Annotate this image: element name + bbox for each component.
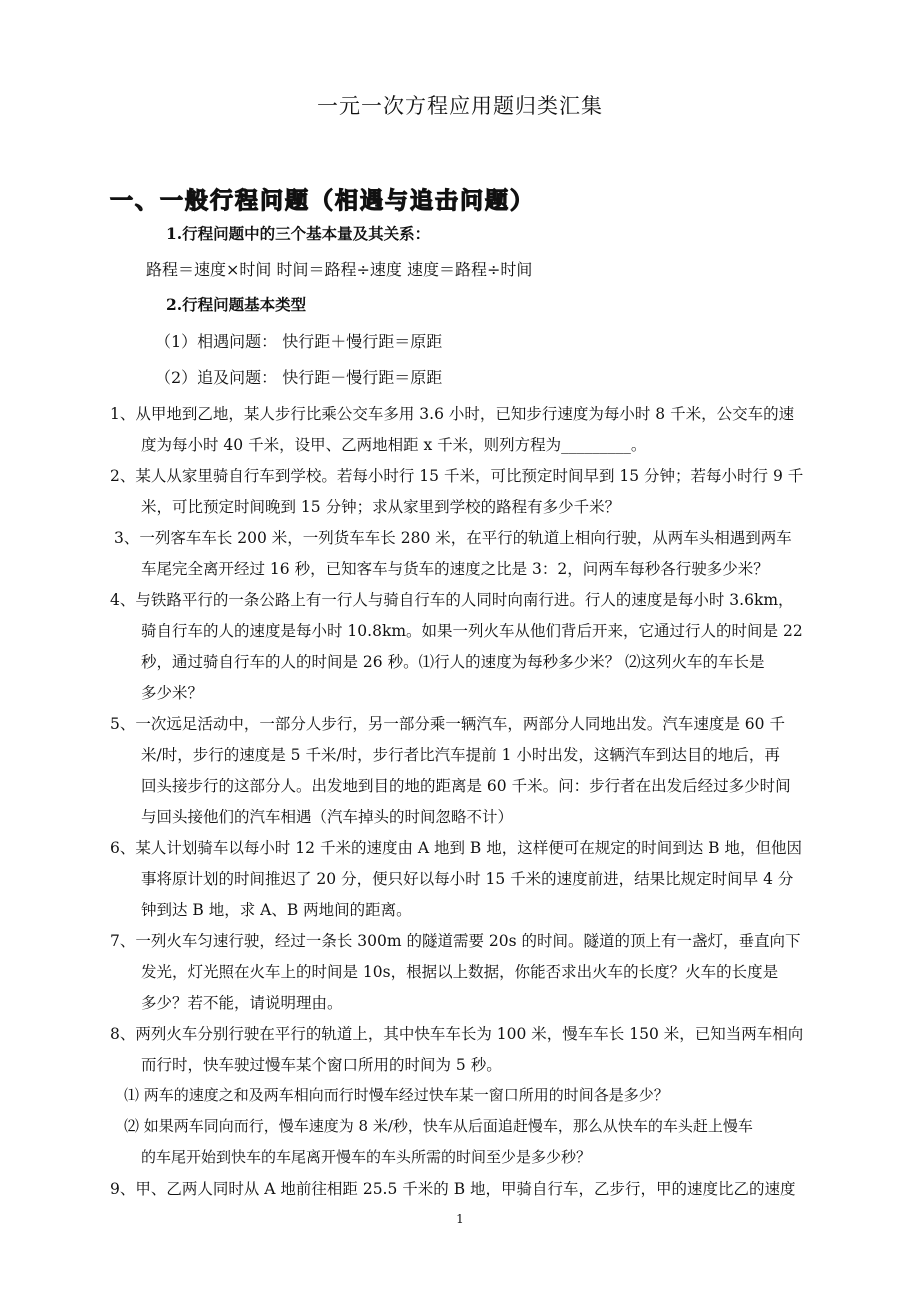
sub-question: ⑴ 两车的速度之和及两车相向而行时慢车经过快车某一窗口所用的时间各是多少？ xyxy=(124,1086,669,1104)
text-line: 3、一列客车车长 200 米，一列货车车长 280 米，在平行的轨道上相向行驶，从两车头相遇到两车 xyxy=(114,529,792,547)
text-line: 7、一列火车匀速行驶，经过一条长 300m 的隧道需要 20s 的时间。隧道的顶上有一盏灯，垂直向下 xyxy=(110,932,801,950)
text-line: 钟到达 B 地，求 A、B 两地间的距离。 xyxy=(141,901,412,919)
text-line: 车尾完全离开经过 16 秒，已知客车与货车的速度之比是 3：2，问两车每秒各行驶多少米？ xyxy=(141,560,769,578)
type-chasing: （2）追及问题： 快行距－慢行距＝原距 xyxy=(155,368,443,387)
text-line: 回头接步行的这部分人。出发地到目的地的距离是 60 千米。问：步行者在出发后经过多少时间 xyxy=(141,777,791,795)
text-line: 米，可比预定时间晚到 15 分钟；求从家里到学校的路程有多少千米？ xyxy=(141,498,621,516)
page-number: 1 xyxy=(456,1212,464,1226)
text-line: 6、某人计划骑车以每小时 12 千米的速度由 A 地到 B 地，这样便可在规定的时间到达 B 地，但他因 xyxy=(110,839,802,857)
text-line: 的车尾开始到快车的车尾离开慢车的车头所需的时间至少是多少秒？ xyxy=(141,1148,592,1166)
text-line: 4、与铁路平行的一条公路上有一行人与骑自行车的人同时向南行进。行人的速度是每小时 3.6km， xyxy=(110,591,794,609)
text-line: 多少米？ xyxy=(141,684,204,702)
text-line: 1、从甲地到乙地，某人步行比乘公交车多用 3.6 小时，已知步行速度为每小时 8 千米，公交车的速 xyxy=(110,405,795,423)
page-title: 一元一次方程应用题归类汇集 xyxy=(317,94,603,118)
point-2: 2.行程问题基本类型 xyxy=(166,295,307,314)
type-meeting: （1）相遇问题： 快行距＋慢行距＝原距 xyxy=(155,332,443,351)
text-line: 事将原计划的时间推迟了 20 分，便只好以每小时 15 千米的速度前进，结果比规定时间早 4 分 xyxy=(141,870,794,888)
formulas: 路程＝速度×时间 时间＝路程÷速度 速度＝路程÷时间 xyxy=(146,260,533,279)
text-line: 度为每小时 40 千米，设甲、乙两地相距 x 千米，则列方程为_________。 xyxy=(141,436,647,454)
text-line: 9、甲、乙两人同时从 A 地前往相距 25.5 千米的 B 地，甲骑自行车，乙步行，甲的速度比乙的速度 xyxy=(110,1180,796,1198)
text-line: 秒，通过骑自行车的人的时间是 26 秒。⑴行人的速度为每秒多少米？ ⑵这列火车的车长是 xyxy=(141,653,765,671)
sub-question: ⑵ 如果两车同向而行，慢车速度为 8 米/秒，快车从后面追赶慢车，那么从快车的车头赶上慢车 xyxy=(124,1117,753,1135)
text-line: 与回头接他们的汽车相遇（汽车掉头的时间忽略不计） xyxy=(141,808,514,826)
text-line: 而行时，快车驶过慢车某个窗口所用的时间为 5 秒。 xyxy=(141,1056,502,1074)
section-heading: 一、一般行程问题（相遇与追击问题） xyxy=(110,188,535,214)
text-line: 8、两列火车分别行驶在平行的轨道上，其中快车车长为 100 米，慢车车长 150 米，已知当两车相向 xyxy=(110,1025,804,1043)
text-line: 5、一次远足活动中，一部分人步行，另一部分乘一辆汽车，两部分人同地出发。汽车速度是 60 千 xyxy=(110,715,785,733)
text-line: 2、某人从家里骑自行车到学校。若每小时行 15 千米，可比预定时间早到 15 分钟；若每小时行 9 千 xyxy=(110,467,804,485)
point-1: 1.行程问题中的三个基本量及其关系： xyxy=(166,224,431,243)
text-line: 米/时，步行的速度是 5 千米/时，步行者比汽车提前 1 小时出发，这辆汽车到达目的地后，再 xyxy=(141,746,780,764)
text-line: 多少？若不能，请说明理由。 xyxy=(141,994,343,1012)
text-line: 骑自行车的人的速度是每小时 10.8km。如果一列火车从他们背后开来，它通过行人的时间是 22 xyxy=(141,622,803,640)
text-line: 发光，灯光照在火车上的时间是 10s，根据以上数据，你能否求出火车的长度？火车的长度是 xyxy=(141,963,779,981)
